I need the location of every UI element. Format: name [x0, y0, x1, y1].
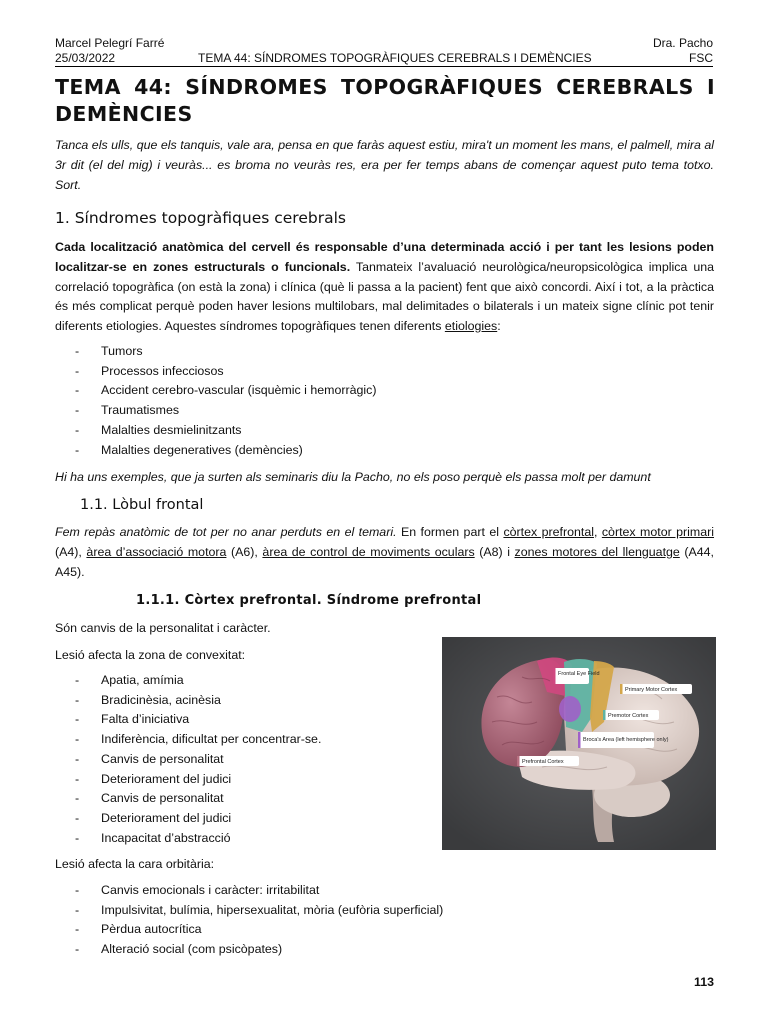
etiologies-list — [75, 342, 376, 460]
underlined-term: còrtex prefrontal — [503, 525, 594, 539]
svg-text:Frontal Eye Field: Frontal Eye Field — [558, 671, 600, 677]
convexity-list — [75, 671, 321, 848]
document-title: TEMA 44: SÍNDROMES TOPOGRÀFIQUES CEREBRALS I DEMÈNCIES — [55, 75, 715, 126]
intro-paragraph: Tanca els ulls, que els tanquis, vale ara, pensa en que faràs aquest estiu, mira't un moment les mans, el palmell, mira al 3r dit (el del mig) i veuràs... es broma no veuràs res, era per fer temps abans de començar aquest puto tema totxo. Sort. — [55, 138, 714, 192]
orbital-list — [75, 881, 443, 960]
underlined-term: àrea d’associació motora — [86, 544, 227, 559]
subsection-paragraph — [55, 523, 714, 582]
teacher-name: Dra. Pacho — [652, 36, 713, 50]
paragraph-text: En formen part el — [396, 525, 504, 539]
list-item: - Deteriorament del judici — [75, 770, 321, 790]
bold-sentence: Cada localització anatòmica del cervell és responsable d’una determinada acció i per tant les lesions poden localitzar-se en zones estructurals o funcionals. — [55, 240, 714, 274]
separator-text: (A8) i — [474, 544, 515, 559]
list-item: - Processos infecciosos — [75, 362, 376, 382]
svg-text:Broca's Area (left hemisphere: Broca's Area (left hemisphere only) — [583, 737, 669, 743]
list-item: - Falta d’iniciativa — [75, 710, 321, 730]
list-item: - Alteració social (com psicòpates) — [75, 940, 443, 960]
list-item: - Canvis de personalitat — [75, 789, 321, 809]
header-date: 25/03/2022 — [55, 51, 116, 65]
header-topic: TEMA 44: SÍNDROMES TOPOGRÀFIQUES CEREBRALS I DEMÈNCIES — [198, 51, 592, 65]
list-item: - Traumatismes — [75, 401, 376, 421]
section-paragraph — [55, 238, 714, 337]
list-item: - Indiferència, dificultat per concentrar-se. — [75, 730, 321, 750]
list-item: - Deteriorament del judici — [75, 809, 321, 829]
list-item: - Tumors — [75, 342, 376, 362]
page-header-top — [55, 36, 713, 50]
list-item: - Pèrdua autocrítica — [75, 920, 443, 940]
list-item: - Accident cerebro-vascular (isquèmic i hemorràgic) — [75, 381, 376, 401]
separator-text: (A6), — [226, 544, 263, 559]
list-item: - Canvis de personalitat — [75, 750, 321, 770]
svg-text:Premotor Cortex: Premotor Cortex — [608, 713, 649, 719]
list-intro: Lesió afecta la zona de convexitat: — [55, 648, 246, 662]
list-item: - Canvis emocionals i caràcter: irritabilitat — [75, 881, 443, 901]
separator-text: (A44, A45). — [55, 544, 714, 579]
author-name: Marcel Pelegrí Farré — [55, 36, 165, 50]
list-item: - Impulsivitat, bulímia, hipersexualitat, mòria (eufòria superficial) — [75, 901, 443, 921]
label-premotor-cortex — [603, 710, 659, 720]
underlined-term: àrea de control de moviments oculars — [262, 544, 475, 559]
svg-text:Prefrontal Cortex: Prefrontal Cortex — [522, 759, 564, 765]
italic-note: Hi ha uns exemples, que ja surten als seminaris diu la Pacho, no els poso perquè els passa molt per damunt — [55, 470, 651, 484]
body-line: Són canvis de la personalitat i caràcter. — [55, 621, 271, 635]
list-item: - Malalties degeneratives (demències) — [75, 441, 376, 461]
page-number: 113 — [694, 975, 714, 989]
section-heading: 1. Síndromes topogràfiques cerebrals — [55, 209, 346, 227]
page-header-bottom — [55, 51, 713, 67]
brain-illustration — [442, 637, 716, 850]
label-primary-motor-cortex — [620, 684, 692, 694]
underlined-term: zones motores del llenguatge — [514, 544, 680, 559]
italic-text: Fem repàs anatòmic de tot per no anar perduts en el temari. — [55, 525, 397, 539]
brain-figure — [442, 637, 716, 850]
separator-text: (A4), — [55, 544, 87, 559]
subsection-heading: 1.1. Lòbul frontal — [80, 497, 204, 513]
underlined-term: etiologies — [444, 319, 498, 334]
paragraph-end: : — [497, 319, 501, 334]
svg-text:Primary Motor Cortex: Primary Motor Cortex — [625, 687, 678, 693]
list-item: - Malalties desmielinitzants — [75, 421, 376, 441]
list-item: - Incapacitat d’abstracció — [75, 829, 321, 849]
header-school: FSC — [689, 51, 713, 65]
list-item: - Bradicinèsia, acinèsia — [75, 691, 321, 711]
separator-text: , — [593, 525, 602, 539]
underlined-term: còrtex motor primari — [601, 525, 715, 539]
list-item: - Apatia, amímia — [75, 671, 321, 691]
list-intro: Lesió afecta la cara orbitària: — [55, 857, 215, 871]
label-prefrontal-cortex — [517, 756, 579, 766]
subsubsection-heading: 1.1.1. Còrtex prefrontal. Síndrome prefrontal — [136, 593, 482, 608]
paragraph-text: Tanmateix l’avaluació neurològica/neuropsicològica implica una correlació topogràfica (on està la zona) i clínica (què li passa a la pacient) fent que això concordi. Així i tot, a la pràctica és més complicat perquè poden haver lesions multilobars, mal delimitades o bilaterals i un mateix signe clínic pot tenir diferents etiologies. Aquestes síndromes topogràfiques tenen diferents — [55, 259, 715, 334]
